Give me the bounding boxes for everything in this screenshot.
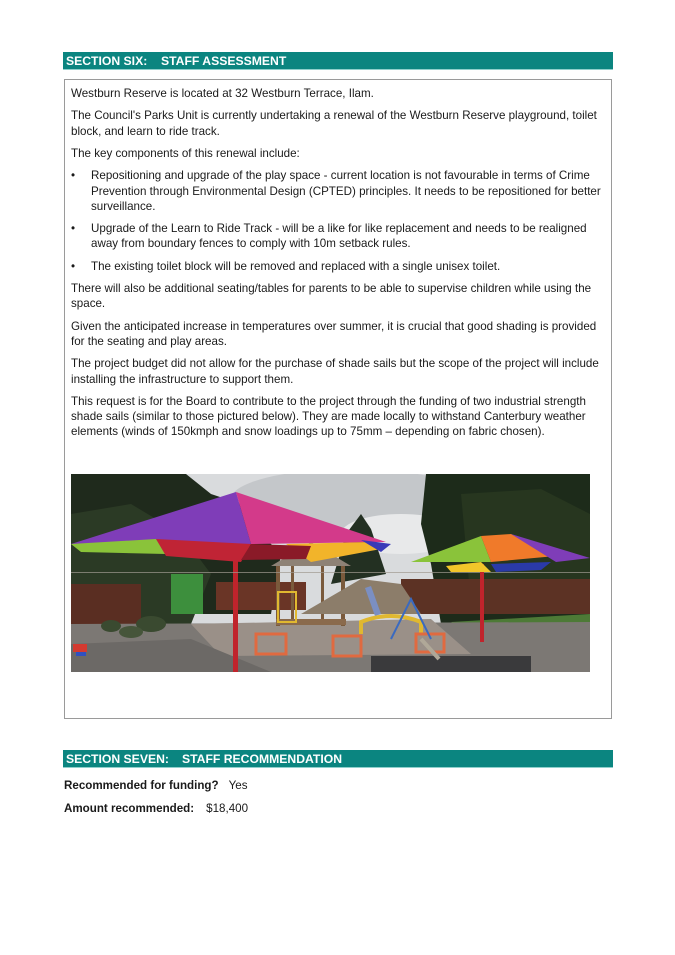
bullet-icon: • — [71, 222, 76, 236]
bullet-icon: • — [71, 169, 76, 183]
list-item-text: Upgrade of the Learn to Ride Track - will be a like for like replacement and needs to be realigned away from boundary fences to comply with 10m setback rules. — [91, 222, 587, 251]
list-item — [71, 168, 606, 214]
section-seven-header — [63, 750, 613, 768]
recommended-for-funding-value: Yes — [228, 779, 248, 792]
seating-paragraph: There will also be additional seating/tables for parents to be able to supervise children while using the space. — [71, 282, 592, 311]
amount-recommended-label: Amount recommended: — [64, 802, 195, 815]
location-paragraph: Westburn Reserve is located at 32 Westburn Terrace, Ilam. — [71, 87, 374, 100]
section-six-title: STAFF ASSESSMENT — [161, 54, 287, 68]
shading-paragraph: Given the anticipated increase in temperatures over summer, it is crucial that good shading is provided for the seating and play areas. — [71, 319, 597, 348]
section-six-number: SECTION SIX: — [66, 54, 148, 68]
playground-photo-image — [71, 474, 590, 672]
section-six-header — [63, 52, 613, 70]
amount-recommended-value: $18,400 — [206, 802, 249, 815]
recommended-for-funding-label: Recommended for funding? — [64, 779, 219, 792]
staff-assessment-content — [71, 86, 606, 447]
amount-recommended-row — [64, 801, 248, 816]
bullet-icon: • — [71, 259, 76, 273]
shade-sails-photo — [71, 474, 590, 672]
key-components-list — [71, 168, 606, 274]
section-seven-number: SECTION SEVEN: — [66, 752, 169, 766]
list-item-text: Repositioning and upgrade of the play space - current location is not favourable in terms of Crime Prevention through Environmental Design (CPTED) principles. It needs to be repositioned for better surveillance. — [91, 169, 601, 213]
budget-paragraph: The project budget did not allow for the purchase of shade sails but the scope of the project will include installing the infrastructure to support them. — [71, 357, 599, 386]
list-item-text: The existing toilet block will be removed and replaced with a single unisex toilet. — [91, 259, 501, 273]
request-paragraph: This request is for the Board to contribute to the project through the funding of two industrial strength shade sails (similar to those pictured below). They are made locally to withstand Canterbury weather elements (winds of 150kmph and snow loadings up to 75mm – depending on fabric chosen). — [71, 394, 586, 439]
section-seven-title: STAFF RECOMMENDATION — [182, 752, 343, 766]
list-item — [71, 221, 606, 251]
recommended-for-funding-row — [64, 778, 248, 793]
key-components-intro: The key components of this renewal include: — [71, 146, 300, 160]
renewal-paragraph: The Council's Parks Unit is currently undertaking a renewal of the Westburn Reserve playground, toilet block, and learn to ride track. — [71, 109, 597, 138]
list-item — [71, 259, 606, 274]
